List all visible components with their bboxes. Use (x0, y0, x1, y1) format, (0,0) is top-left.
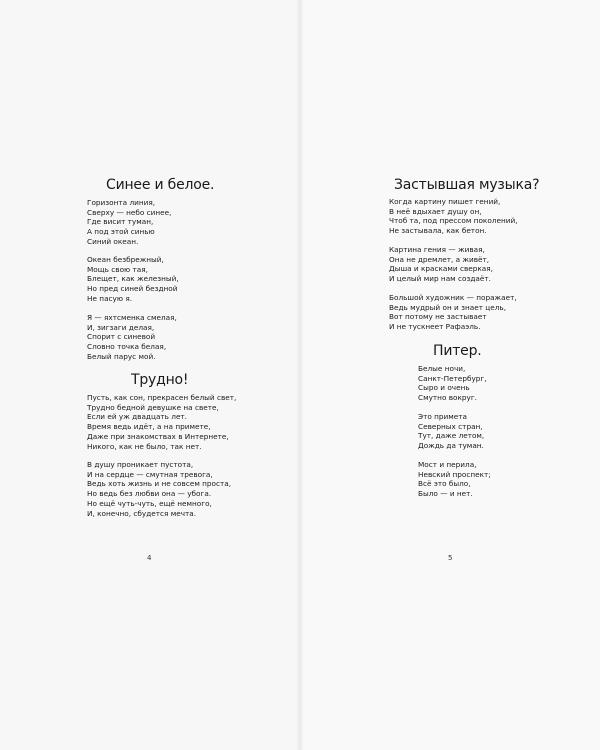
poem-title: Застывшая музыка? (394, 177, 540, 193)
stanza (87, 393, 236, 451)
page-number: 5 (448, 554, 453, 562)
poem-line: Санкт-Петербург, (418, 373, 487, 383)
book-gutter (296, 0, 304, 750)
poem-line: Я — яхтсменка смелая, (87, 313, 177, 322)
poem-line: Сыро и очень (418, 383, 470, 393)
stanza (87, 313, 177, 362)
poem-line: Всё это было, (418, 479, 471, 489)
poem-line: Мощь свою тая, (87, 264, 148, 274)
poem-title: Питер. (433, 343, 482, 359)
poem-line: Она не дремлет, а живёт, (389, 254, 490, 264)
stanza (418, 460, 491, 499)
poem-line: Словно точка белая, (87, 342, 167, 352)
poem-line: Тут, даже летом, (418, 431, 485, 441)
poem-line: Блещет, как железный, (87, 274, 179, 284)
poem-line: Смутно вокруг. (418, 393, 477, 403)
stanza (87, 460, 231, 518)
poem-line: Ведь мудрый он и знает цель, (389, 302, 507, 312)
poem-line: Невский проспект; (418, 469, 491, 479)
poem-line: Ведь хоть жизнь и не совсем проста, (87, 479, 232, 489)
poem-line: Где висит туман, (87, 217, 154, 227)
poem-line: Горизонта линия, (87, 198, 156, 207)
poem-line: Это примета (418, 412, 467, 421)
poem-line: Не пасую я. (87, 293, 133, 303)
poem-line: И целый мир нам создаёт. (389, 274, 491, 284)
poem-line: Время ведь идёт, а на примете, (87, 422, 211, 432)
poem-line: Картина гения — живая, (389, 245, 485, 254)
poem-line: И на сердце — смутная тревога, (87, 469, 213, 479)
poem-line: Если ей уж двадцать лет. (87, 412, 188, 422)
poem-line: Но ведь без любви она — убога. (87, 489, 212, 499)
poem-line: И, зигзаги делая, (87, 322, 155, 332)
poem-line: Белый парус мой. (87, 351, 156, 361)
poem-title: Трудно! (131, 372, 189, 388)
stanza (389, 245, 493, 284)
poem-line: Океан безбрежный, (87, 255, 164, 264)
poem-line: Пусть, как сон, прекрасен белый свет, (87, 393, 237, 402)
poem-line: А под этой синью (87, 227, 155, 237)
poem-title: Синее и белое. (106, 177, 215, 193)
stanza (389, 197, 518, 236)
stanza (389, 293, 517, 332)
poem-line: Северных стран, (418, 421, 483, 431)
stanza (418, 412, 484, 451)
stanza (418, 364, 487, 403)
poem-line: Дождь да туман. (418, 441, 484, 451)
poem-line: В неё вдыхает душу он, (389, 206, 482, 216)
poem-line: Спорит с синевой (87, 332, 156, 342)
stanza (87, 198, 171, 247)
poem-line: Сверху — небо синее, (87, 207, 172, 217)
poem-line: Не застывала, как бетон. (389, 226, 487, 236)
page-number: 4 (147, 554, 152, 562)
poem-line: Вот потому не застывает (389, 312, 487, 322)
poem-line: Когда картину пишет гений, (389, 197, 501, 206)
poem-line: Было — и нет. (418, 489, 473, 499)
stanza (87, 255, 179, 304)
poem-line: Мост и перила, (418, 460, 477, 469)
poem-line: Но пред синей бездной (87, 284, 178, 294)
poem-line: И, конечно, сбудется мечта. (87, 508, 197, 518)
poem-line: И не тускнеет Рафаэль. (389, 322, 481, 332)
poem-line: Большой художник — поражает, (389, 293, 517, 302)
poem-line: Никого, как не было, так нет. (87, 441, 202, 451)
poem-line: Трудно бедной девушке на свете, (87, 402, 219, 412)
poem-line: Белые ночи, (418, 364, 466, 373)
poem-line: Чтоб та, под прессом поколений, (389, 216, 518, 226)
poem-line: Синий океан. (87, 236, 139, 246)
poem-line: В душу проникает пустота, (87, 460, 194, 469)
poem-line: Дыша и красками сверкая, (389, 264, 493, 274)
poem-line: Даже при знакомствах в Интернете, (87, 431, 229, 441)
poem-line: Но ещё чуть-чуть, ещё немного, (87, 498, 212, 508)
